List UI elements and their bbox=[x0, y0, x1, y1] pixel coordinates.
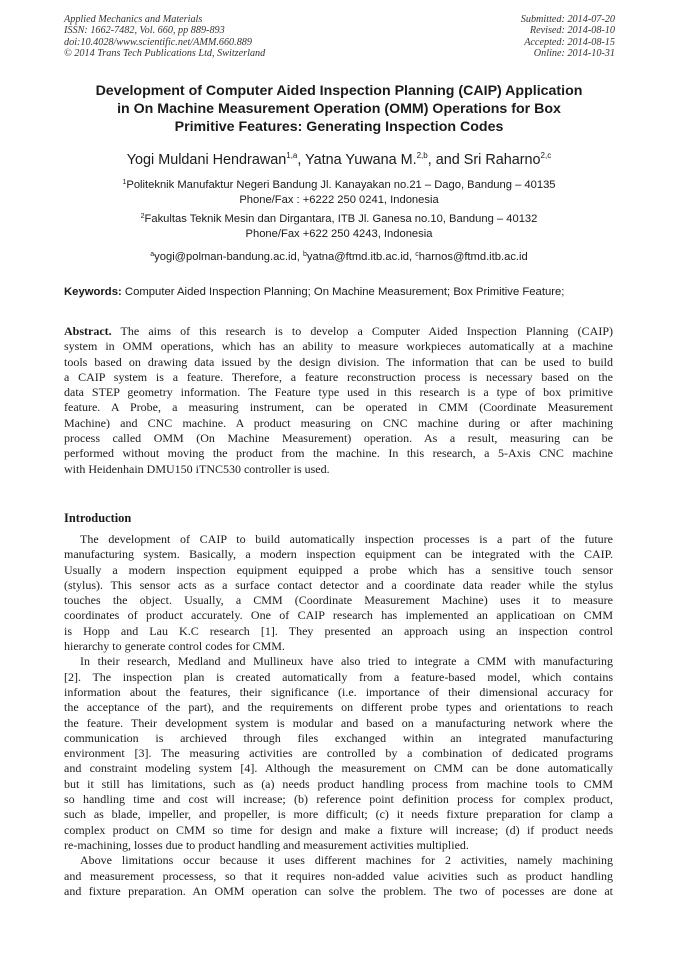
introduction-body bbox=[64, 532, 613, 899]
paragraph-line: and constraint modeling system [4]. Although the measurement on CMM can be done automatically bbox=[64, 761, 613, 776]
paragraph-line: is Hopp and Lau K.C research [1]. They presented an approach using an inspection control bbox=[64, 623, 613, 638]
paragraph-line: touches the object. Usually, a CMM (Coordinate Measurement Machine) uses it to measure bbox=[64, 593, 613, 608]
revised-date: Revised: 2014-08-10 bbox=[529, 25, 615, 37]
abstract-text: The aims of this research is to develop a Computer Aided Inspection Planning (CAIP) bbox=[111, 324, 613, 338]
paragraph-line: and fixture preparation. An OMM operation can solve the problem. The two of pocesses are done at bbox=[64, 883, 613, 898]
affil-phone: Phone/Fax +622 250 4243, Indonesia bbox=[245, 227, 433, 240]
paragraph-line: the feature. Their development system is modular and based on a manufacturing network where the bbox=[64, 715, 613, 730]
author-name: Yatna Yuwana M. bbox=[305, 152, 417, 168]
affil-address: Politeknik Manufaktur Negeri Bandung Jl. Kanayakan no.21 – Dago, Bandung – 40135 bbox=[126, 179, 556, 191]
paragraph-line: but it still has limitations, such as (a) needs product handling process from machine tools to CMM bbox=[64, 776, 613, 791]
submission-dates bbox=[521, 14, 615, 60]
paragraph-line: such as blade, impeller, and propeller, is more difficult; (c) it needs fixture preparation for clamp a bbox=[64, 807, 613, 822]
paragraph-line: re-machining, losses due to product handling and measurement activities multiplied. bbox=[64, 837, 469, 852]
email-link[interactable]: harnos@ftmd.itb.ac.id bbox=[418, 251, 528, 263]
doi-line: doi:10.4028/www.scientific.net/AMM.660.889 bbox=[64, 36, 252, 48]
copyright-line: © 2014 Trans Tech Publications Ltd, Switzerland bbox=[64, 48, 266, 60]
paragraph-line: coordinates of product accurately. One of CAIP research has implemented an applicatioan on CMM bbox=[64, 608, 613, 623]
email-sup: a bbox=[150, 251, 155, 258]
author-name: Yogi Muldani Hendrawan bbox=[126, 152, 287, 168]
paragraph-line: so handling time and cost will increase; (b) reference point definition process for complex product, bbox=[64, 792, 613, 807]
accepted-date: Accepted: 2014-08-15 bbox=[524, 36, 615, 48]
affiliation-2 bbox=[50, 212, 628, 241]
affil-sup: 1 bbox=[122, 179, 127, 186]
email-sup: b bbox=[302, 251, 307, 258]
title-line: Primitive Features: Generating Inspection Codes bbox=[174, 119, 504, 135]
paragraph-line: information about the features, their significance (i.e. importance of their dimensional accuracy for bbox=[64, 684, 613, 699]
abstract-label: Abstract. bbox=[64, 324, 112, 338]
online-date: Online: 2014-10-31 bbox=[533, 48, 615, 60]
email-sup: c bbox=[415, 251, 419, 258]
author-affil-sup: 1,a bbox=[286, 151, 298, 160]
keywords-text: Computer Aided Inspection Planning; On Machine Measurement; Box Primitive Feature; bbox=[121, 286, 565, 298]
paragraph-line: Usually a modern inspection equipment equipped a probe which has a sensitive touch sensor bbox=[64, 562, 613, 577]
section-heading-introduction: Introduction bbox=[64, 511, 132, 525]
affil-phone: Phone/Fax : +6222 250 0241, Indonesia bbox=[239, 193, 439, 206]
abstract bbox=[64, 324, 613, 477]
affil-address: Fakultas Teknik Mesin dan Dirgantara, ITB Jl. Ganesa no.10, Bandung – 40132 bbox=[144, 213, 538, 225]
abstract-line: a CAIP system is a feature. Therefore, a feature reconstruction process is necessary based on the bbox=[64, 369, 613, 384]
email-link[interactable]: yogi@polman-bandung.ac.id, bbox=[154, 251, 303, 263]
author-affil-sup: 2,c bbox=[540, 151, 552, 160]
paragraph-line: Above limitations occur because it uses different machines for 2 activities, namely machining bbox=[80, 853, 613, 868]
paragraph-line: and measurement processess, so that it requires non-added value acivities such as product handling bbox=[64, 868, 613, 883]
paragraph-line: (stylus). This sensor acts as a surface contact detector and a coordinate data reader while the stylus bbox=[64, 577, 613, 592]
abstract-line: tools based on drawing data issued by the design division. The information that can be used to build bbox=[64, 354, 613, 369]
affiliation-1 bbox=[50, 178, 628, 207]
author-name: Sri Raharno bbox=[463, 152, 541, 168]
paper-title bbox=[50, 82, 628, 136]
paragraph-line: hierarchy to generate control codes for CMM. bbox=[64, 639, 285, 654]
author-affil-sup: 2,b bbox=[416, 151, 428, 160]
paragraph-line: complex product on CMM so time for design and make a fixture will increase; (d) if product needs bbox=[64, 822, 613, 837]
email-list bbox=[50, 250, 628, 265]
title-line: Development of Computer Aided Inspection Planning (CAIP) Application bbox=[95, 83, 583, 99]
paragraph-line: environment [3]. The measuring activities are controlled by a combination of dedicated programs bbox=[64, 746, 613, 761]
paragraph-line: [2]. The inspection plan is created automatically from a feature-based model, which contains bbox=[64, 669, 613, 684]
email-link[interactable]: yatna@ftmd.itb.ac.id, bbox=[306, 251, 416, 263]
abstract-line: performed without moving the product from the machine. In this research, a 5-Axis CNC machine bbox=[64, 446, 613, 461]
author-separator: , bbox=[297, 152, 306, 168]
paragraph-line: manufacturing system. Basically, a modern inspection equipment can be integrated with the CAIP. bbox=[64, 547, 613, 562]
affil-sup: 2 bbox=[140, 213, 145, 220]
paragraph-line: the acceptance of the part), and the requirements on different probe types and orientations to reach bbox=[64, 700, 613, 715]
submitted-date: Submitted: 2014-07-20 bbox=[520, 14, 615, 25]
journal-info bbox=[64, 14, 265, 60]
title-line: in On Machine Measurement Operation (OMM) Operations for Box bbox=[117, 101, 561, 117]
paragraph-line: communication is archieved through files exchanged within an integrated manufacturing bbox=[64, 730, 613, 745]
issn-line: ISSN: 1662-7482, Vol. 660, pp 889-893 bbox=[64, 25, 225, 37]
keywords bbox=[64, 285, 613, 300]
author-separator: , and bbox=[427, 152, 464, 168]
journal-name: Applied Mechanics and Materials bbox=[64, 14, 203, 25]
abstract-line: feature. A Probe, a measuring instrument, can be operated in CMM (Coordinate Measurement bbox=[64, 400, 613, 415]
abstract-line: Machine) and CNC machine. A product measuring on CNC machine during or after machining bbox=[64, 415, 613, 430]
abstract-line bbox=[64, 324, 613, 339]
author-list bbox=[40, 151, 638, 169]
abstract-line: with Heidenhain DMU150 iTNC530 controller is used. bbox=[64, 461, 330, 476]
paragraph-line: The development of CAIP to build automatically inspection processes is a part of the future bbox=[80, 532, 613, 546]
paragraph-line: In their research, Medland and Mullineux have also tried to integrate a CMM with manufacturing bbox=[80, 654, 613, 669]
keywords-label: Keywords: bbox=[64, 286, 122, 298]
abstract-line: data STEP geometry information. The Feature type used in this research is a type of box primitive bbox=[64, 385, 613, 400]
abstract-line: process called OMM (On Machine Measurement) operation. As a result, measuring can be bbox=[64, 431, 613, 446]
abstract-line: system in OMM operations, which has an ability to measure workpieces automatically at a machine bbox=[64, 339, 613, 354]
